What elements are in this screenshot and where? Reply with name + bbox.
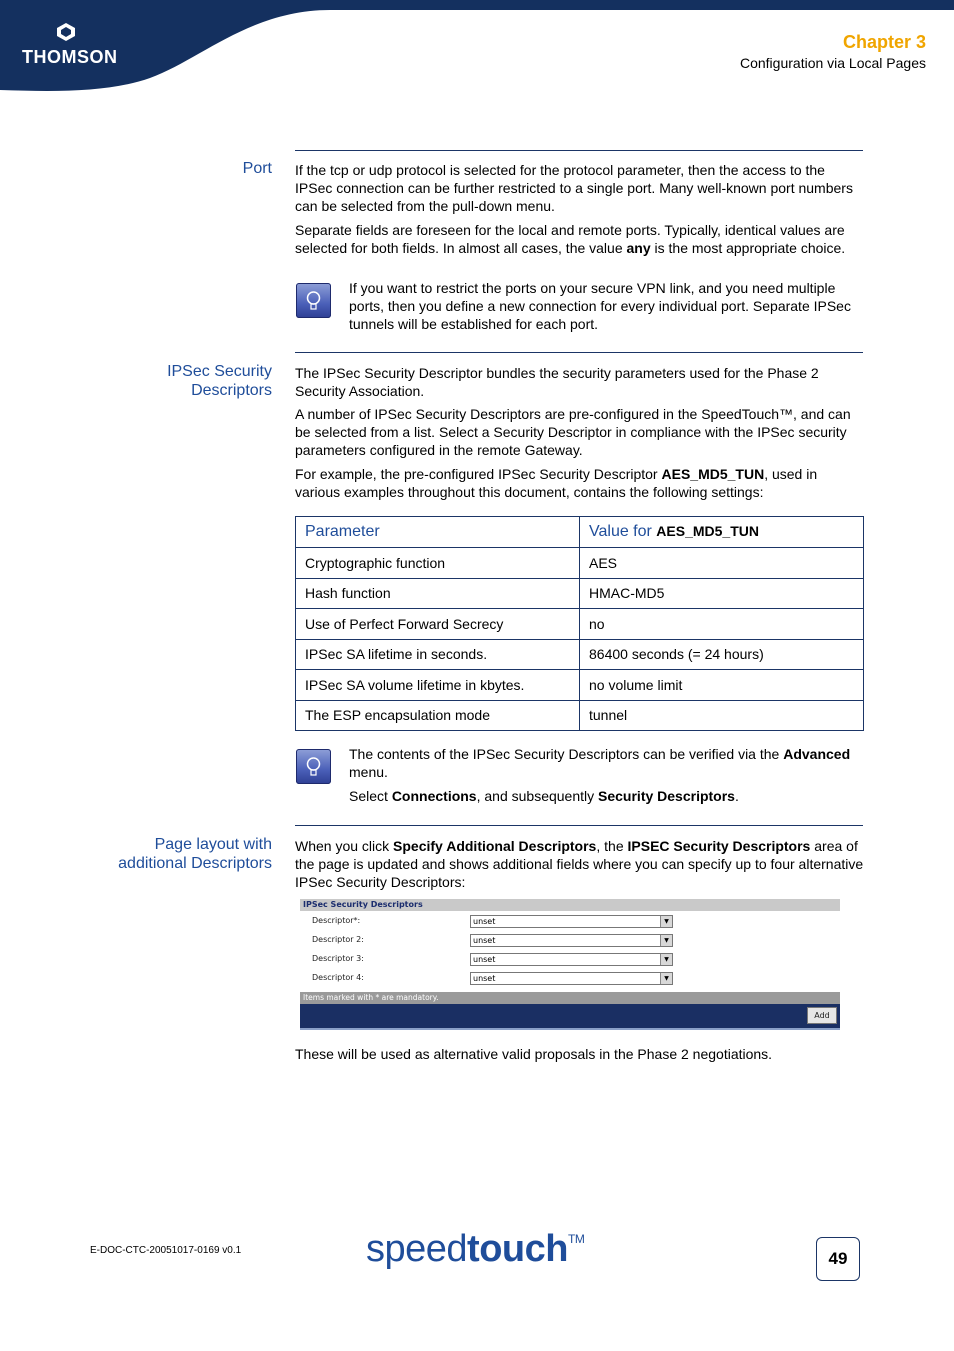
chapter-subtitle: Configuration via Local Pages (739, 55, 926, 71)
port-paragraph-2: Separate fields are foreseen for the local and remote ports. Typically, identical values are selected for both fields. In almost all cases, the value any is the most appropriate choice. (295, 222, 846, 256)
table-header-row (296, 517, 864, 548)
descriptor-select-3[interactable]: unset ▼ (470, 953, 673, 966)
layout-paragraph-1: When you click Specify Additional Descriptors, the IPSEC Security Descriptors area of the page is updated and shows additional fields where you can specify up to four alternative IPSec Security Descriptors: (295, 838, 864, 890)
table-row (296, 548, 864, 579)
descriptor-select-2[interactable]: unset ▼ (470, 934, 673, 947)
table-cell: Use of Perfect Forward Secrecy (296, 609, 580, 640)
table-cell: The ESP encapsulation mode (296, 700, 580, 731)
table-cell: no volume limit (580, 670, 864, 701)
lightbulb-note-icon (296, 283, 331, 318)
table-cell: Cryptographic function (296, 548, 580, 579)
column-header-parameter: Parameter (296, 517, 580, 548)
table-cell: HMAC-MD5 (580, 578, 864, 609)
table-row (296, 670, 864, 701)
lightbulb-note-icon (296, 749, 331, 784)
screenshot-heading: IPSec Security Descriptors (300, 899, 840, 911)
section-divider (295, 150, 863, 151)
chevron-down-icon: ▼ (660, 973, 672, 984)
descriptor-label: Descriptor 3: (312, 954, 364, 963)
chevron-down-icon: ▼ (660, 935, 672, 946)
section-title-port: Port (242, 160, 272, 177)
descriptor-label: Descriptor 2: (312, 935, 364, 944)
table-row (296, 609, 864, 640)
table-cell: Hash function (296, 578, 580, 609)
speedtouch-logo: speedtouch™ (366, 1228, 585, 1270)
table-row (296, 639, 864, 670)
table-row (296, 700, 864, 731)
table-cell: AES (580, 548, 864, 579)
header-band (0, 0, 954, 100)
page-number: 49 (816, 1237, 860, 1281)
descriptor-select-1[interactable]: unset ▼ (470, 915, 673, 928)
descriptors-paragraph-3: For example, the pre-configured IPSec Security Descriptor AES_MD5_TUN, used in various examples throughout this document, contains the following settings: (295, 466, 818, 500)
section-divider (295, 352, 863, 353)
thomson-brand: THOMSON (22, 47, 118, 67)
section-divider (295, 825, 863, 826)
document-id: E-DOC-CTC-20051017-0169 v0.1 (90, 1245, 242, 1256)
section-title-page-layout: Page layout with additional Descriptors (118, 836, 272, 872)
chapter-label: Chapter 3 (842, 32, 926, 52)
descriptor-label: Descriptor 4: (312, 973, 364, 982)
port-paragraph-1: If the tcp or udp protocol is selected for the protocol parameter, then the access to the IPSec connection can be further restricted to a single port. Many well-known port numbers can be selected from the pull-down menu. (295, 162, 853, 214)
chevron-down-icon: ▼ (660, 954, 672, 965)
add-button[interactable]: Add (807, 1007, 837, 1024)
mandatory-footnote: Items marked with * are mandatory. (300, 992, 840, 1004)
descriptors-screenshot (300, 899, 841, 1032)
table-cell: IPSec SA lifetime in seconds. (296, 639, 580, 670)
section-title-descriptors: IPSec Security Descriptors (167, 363, 272, 399)
column-header-value: Value for AES_MD5_TUN (580, 517, 864, 548)
layout-paragraph-2: These will be used as alternative valid proposals in the Phase 2 negotiations. (295, 1046, 773, 1062)
descriptors-note-2: Select Connections, and subsequently Security Descriptors. (349, 788, 739, 804)
table-cell: no (580, 609, 864, 640)
table-row (296, 578, 864, 609)
settings-table (295, 516, 864, 731)
descriptors-paragraph-2: A number of IPSec Security Descriptors are pre-configured in the SpeedTouch™, and can be selected from a list. Select a Security Descriptor in compliance with the IPSec security parameters configured in the remote Gateway. (295, 406, 851, 458)
thomson-logo-icon (56, 22, 76, 42)
table-cell: IPSec SA volume lifetime in kbytes. (296, 670, 580, 701)
table-cell: 86400 seconds (= 24 hours) (580, 639, 864, 670)
chevron-down-icon: ▼ (660, 916, 672, 927)
screenshot-action-bar (300, 1004, 840, 1030)
descriptors-note-1: The contents of the IPSec Security Descriptors can be verified via the Advanced menu. (349, 746, 851, 780)
table-cell: tunnel (580, 700, 864, 731)
descriptors-paragraph-1: The IPSec Security Descriptor bundles the security parameters used for the Phase 2 Security Association. (295, 365, 819, 399)
port-note: If you want to restrict the ports on your secure VPN link, and you need multiple ports, then you define a new connection for every individual port. Separate IPSec tunnels will be established for each port. (349, 280, 851, 332)
descriptor-select-4[interactable]: unset ▼ (470, 972, 673, 985)
descriptor-label: Descriptor*: (312, 916, 361, 925)
